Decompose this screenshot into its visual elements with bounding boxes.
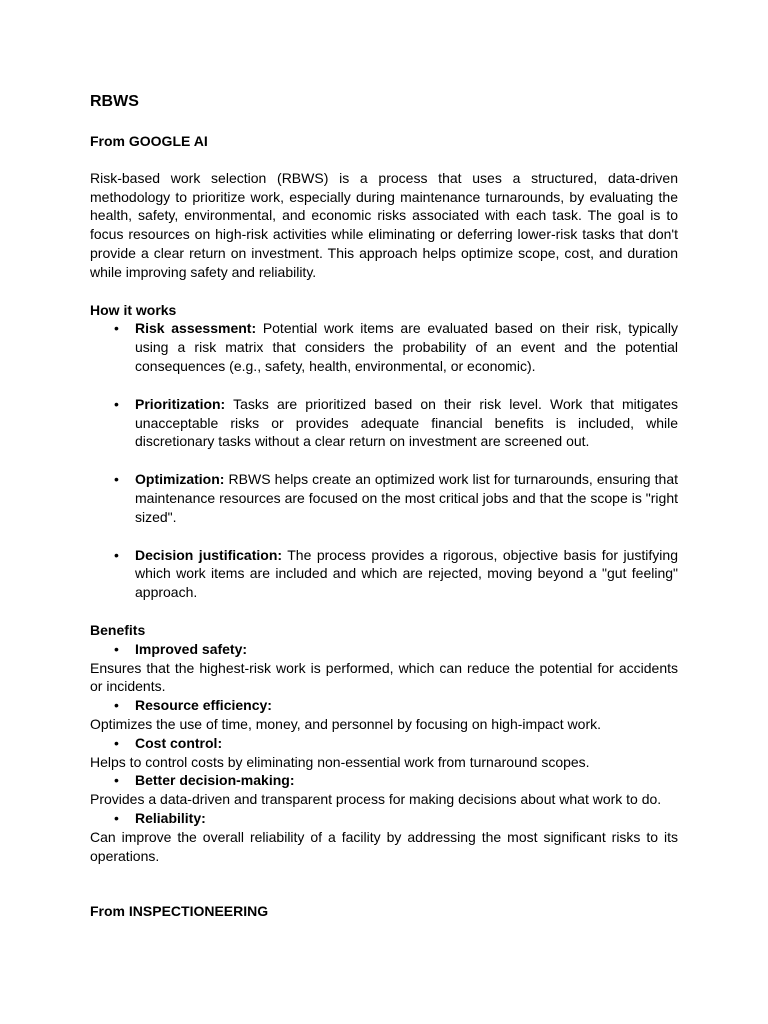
- source-heading-google: From GOOGLE AI: [90, 133, 208, 149]
- benefit-description: Optimizes the use of time, money, and personnel by focusing on high-impact work.: [90, 715, 601, 732]
- item-term: Prioritization:: [135, 395, 226, 412]
- benefit-term: Cost control:: [135, 734, 223, 751]
- benefit-item: [90, 640, 678, 659]
- how-it-works-heading: How it works: [90, 301, 177, 318]
- benefits-heading: Benefits: [90, 621, 146, 638]
- item-text: Tasks are prioritized based on their risk level. Work that mitigates unacceptable risks or provides adequate financial benefits is included, while discretionary tasks without a clear return on investment are screened out.: [135, 395, 678, 450]
- benefit-term: Improved safety:: [135, 640, 248, 657]
- intro-paragraph: Risk-based work selection (RBWS) is a process that uses a structured, data-driven methodology to prioritize work, especially during maintenance turnarounds, by evaluating the health, safety, environmental, and economic risks associated with each task. The goal is to focus resources on high-risk activities while eliminating or deferring lower-risk tasks that don't provide a clear return on investment. This approach helps optimize scope, cost, and duration while improving safety and reliability.: [90, 169, 678, 280]
- benefit-term: Reliability:: [135, 809, 206, 826]
- benefit-description: Provides a data-driven and transparent process for making decisions about what work to do.: [90, 791, 662, 808]
- item-term: Optimization:: [135, 471, 225, 488]
- bullet-icon: •: [114, 772, 119, 789]
- benefit-description: Helps to control costs by eliminating non-essential work from turnaround scopes.: [90, 753, 590, 770]
- bullet-icon: •: [114, 734, 119, 751]
- list-item: [114, 395, 678, 451]
- how-it-works-list: [90, 319, 678, 602]
- benefit-item: [90, 696, 678, 715]
- bullet-icon: •: [114, 546, 119, 563]
- bullet-icon: •: [114, 697, 119, 714]
- benefit-item: [90, 809, 678, 828]
- bullet-icon: •: [114, 471, 119, 488]
- benefit-term: Better decision-making:: [135, 772, 295, 789]
- item-term: Decision justification:: [135, 546, 283, 563]
- document-page: [90, 91, 678, 921]
- item-text: The process provides a rigorous, objective basis for justifying which work items are included and which are rejected, moving beyond a "gut feeling" approach.: [135, 546, 678, 601]
- list-item: [114, 470, 678, 526]
- list-item: [114, 319, 678, 375]
- benefit-item: [90, 771, 678, 790]
- list-item: [114, 546, 678, 602]
- bullet-icon: •: [114, 640, 119, 657]
- bullet-icon: •: [114, 809, 119, 826]
- source-heading-inspectioneering: From INSPECTIONEERING: [90, 903, 269, 920]
- item-text: RBWS helps create an optimized work list for turnarounds, ensuring that maintenance resources are focused on the most critical jobs and that the scope is "right sized".: [135, 471, 678, 525]
- bullet-icon: •: [114, 320, 119, 337]
- benefit-description: Ensures that the highest-risk work is performed, which can reduce the potential for accidents or incidents.: [90, 659, 678, 695]
- item-term: Risk assessment:: [135, 320, 257, 337]
- benefit-description: Can improve the overall reliability of a facility by addressing the most significant risks to its operations.: [90, 828, 678, 864]
- bullet-icon: •: [114, 395, 119, 412]
- benefit-term: Resource efficiency:: [135, 697, 272, 714]
- benefit-item: [90, 734, 678, 753]
- item-text: Potential work items are evaluated based on their risk, typically using a risk matrix that considers the probability of an event and the potential consequences (e.g., safety, health, environmental, or economic).: [135, 320, 678, 374]
- page-title: RBWS: [90, 93, 139, 110]
